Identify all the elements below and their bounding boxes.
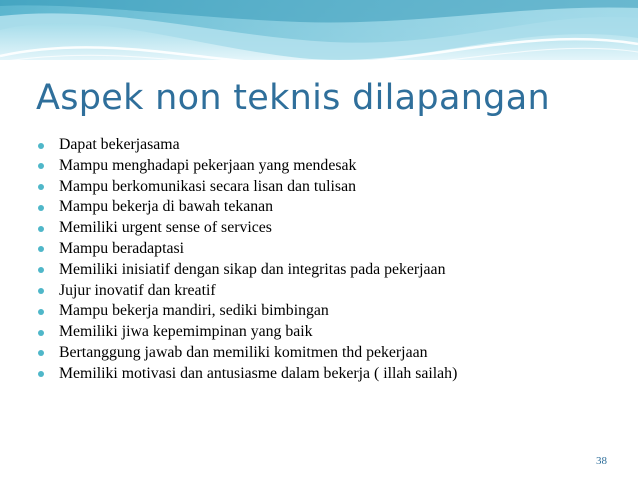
bullet-dot-icon (38, 267, 44, 273)
list-item-text: Memiliki motivasi dan antusiasme dalam bekerja ( illah sailah) (59, 364, 458, 382)
list-item-text: Mampu bekerja di bawah tekanan (59, 198, 274, 216)
slide-title: Aspek non teknis dilapangan (36, 78, 550, 118)
list-item (38, 322, 457, 343)
list-item (38, 281, 457, 302)
page-number: 38 (596, 455, 607, 467)
list-item (38, 260, 457, 281)
list-item-text: Memiliki urgent sense of services (59, 219, 272, 237)
list-item (38, 197, 457, 218)
list-item (38, 135, 457, 156)
list-item-text: Mampu menghadapi pekerjaan yang mendesak (59, 156, 357, 174)
list-item-text: Dapat bekerjasama (59, 136, 180, 153)
bullet-dot-icon (38, 330, 44, 336)
list-item (38, 301, 457, 322)
bullet-dot-icon (38, 163, 44, 169)
bullet-dot-icon (38, 143, 44, 149)
bullet-dot-icon (38, 246, 44, 252)
list-item (38, 218, 457, 239)
bullet-dot-icon (38, 226, 44, 232)
bullet-dot-icon (38, 309, 44, 315)
bullet-list (38, 135, 457, 385)
list-item (38, 177, 457, 198)
list-item-text: Mampu beradaptasi (59, 239, 185, 257)
header-wave-decoration (0, 0, 638, 80)
bullet-dot-icon (38, 184, 44, 190)
list-item-text: Memiliki jiwa kepemimpinan yang baik (59, 323, 313, 341)
bullet-dot-icon (38, 371, 44, 377)
list-item-text: Mampu berkomunikasi secara lisan dan tulisan (59, 177, 356, 195)
list-item (38, 364, 457, 385)
list-item-text: Bertanggung jawab dan memiliki komitmen thd pekerjaan (59, 343, 428, 361)
list-item (38, 156, 457, 177)
bullet-dot-icon (38, 288, 44, 294)
list-item-text: Memiliki inisiatif dengan sikap dan integritas pada pekerjaan (59, 260, 446, 278)
bullet-dot-icon (38, 350, 44, 356)
list-item-text: Jujur inovatif dan kreatif (59, 281, 216, 299)
list-item-text: Mampu bekerja mandiri, sediki bimbingan (59, 302, 329, 320)
list-item (38, 343, 457, 364)
list-item (38, 239, 457, 260)
bullet-dot-icon (38, 205, 44, 211)
